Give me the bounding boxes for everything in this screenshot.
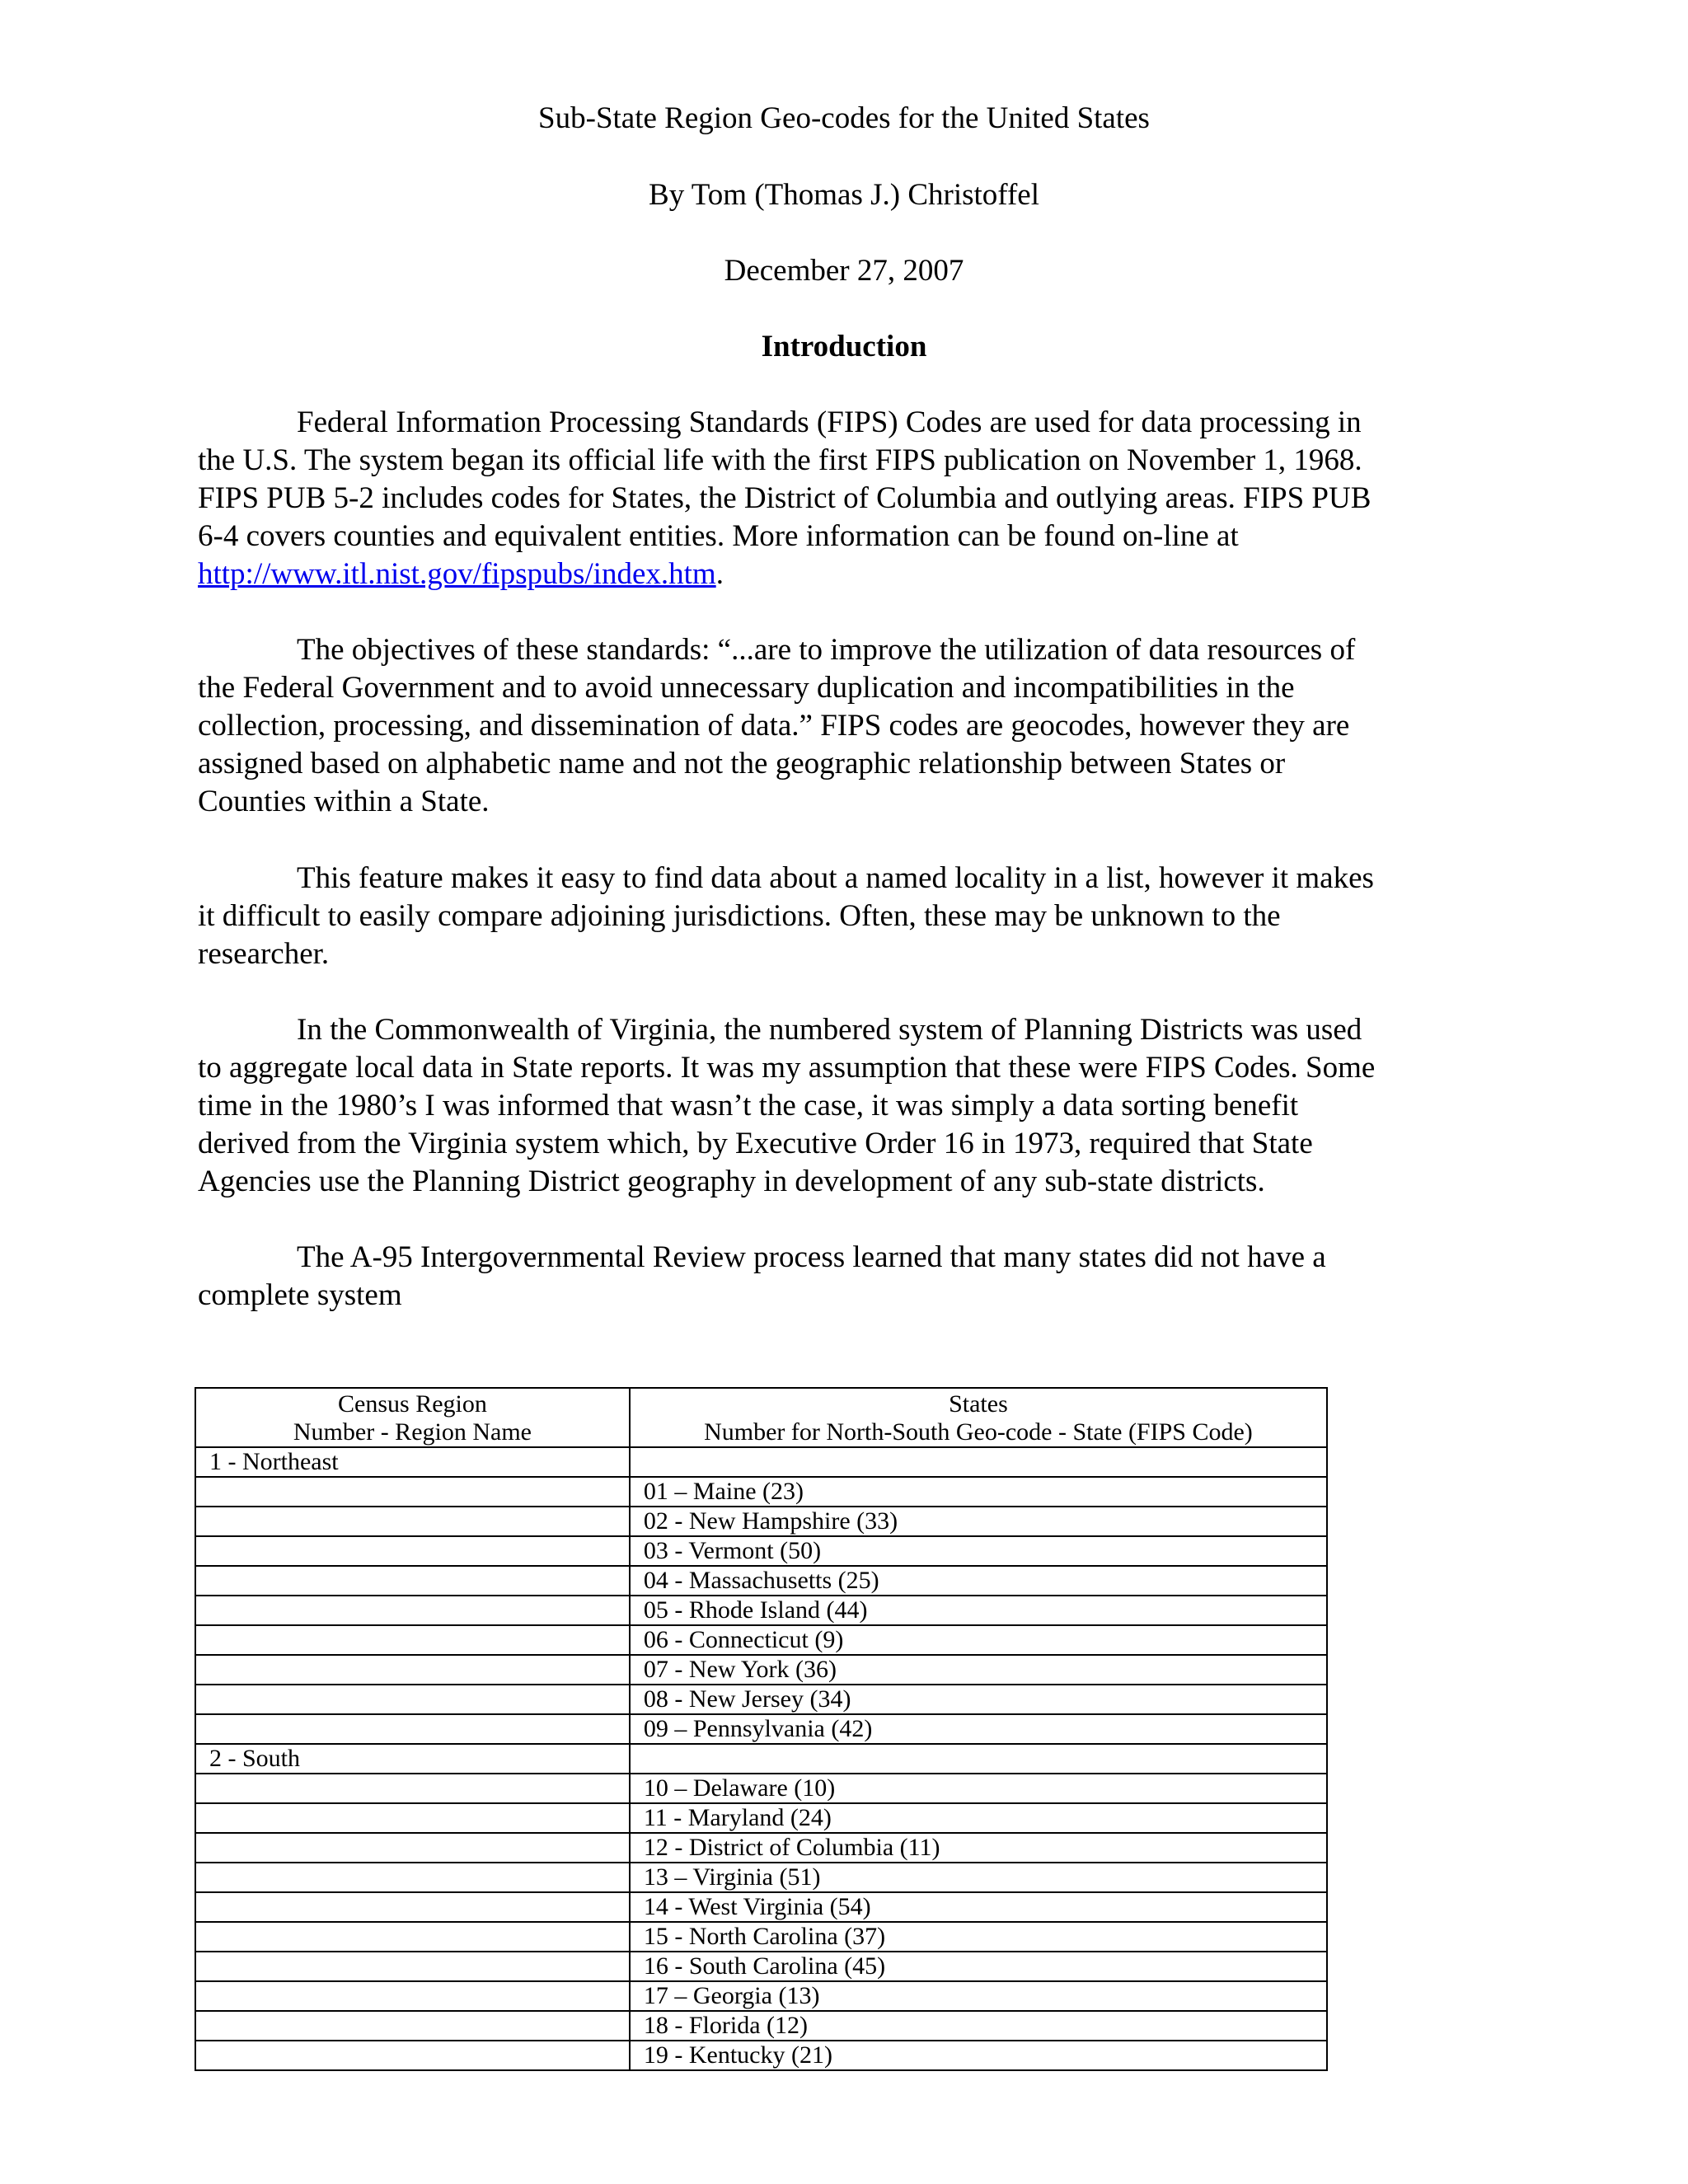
paragraph-line: The A-95 Intergovernmental Review process learned that many states did not have a: [297, 1240, 1326, 1274]
state-cell: 09 – Pennsylvania (42): [630, 1714, 1327, 1744]
paragraph-line: complete system: [198, 1278, 402, 1312]
paragraph-4: [198, 1011, 1484, 1201]
region-cell: [195, 1536, 630, 1566]
document-byline: By Tom (Thomas J.) Christoffel: [649, 178, 1039, 212]
paragraph-5: [198, 1239, 1484, 1315]
paragraph-line: This feature makes it easy to find data about a named locality in a list, however it makes: [297, 861, 1374, 895]
fips-publications-link[interactable]: http://www.itl.nist.gov/fipspubs/index.htm: [198, 557, 716, 591]
paragraph-line: 6-4 covers counties and equivalent entities. More information can be found on-line at: [198, 519, 1239, 553]
link-suffix: .: [715, 557, 724, 591]
document-date: December 27, 2007: [724, 254, 964, 288]
paragraph-continuation: [198, 669, 1484, 821]
table-row: [195, 1655, 1327, 1685]
region-cell: [195, 1477, 630, 1507]
paragraph-line: The objectives of these standards: “...are to improve the utilization of data resources of: [297, 633, 1356, 667]
paragraph-line: Agencies use the Planning District geography in development of any sub-state districts.: [198, 1165, 1265, 1198]
region-cell: [195, 1507, 630, 1536]
region-cell: [195, 1625, 630, 1655]
paragraph-continuation: [198, 442, 1484, 593]
paragraph-text: [198, 404, 1484, 442]
paragraph-continuation: [198, 1277, 1484, 1315]
state-cell: 16 - South Carolina (45): [630, 1952, 1327, 1981]
paragraph-text: [198, 631, 1484, 669]
paragraph-2: [198, 631, 1484, 821]
table-row: [195, 1833, 1327, 1863]
region-cell: [195, 1833, 630, 1863]
section-heading: Introduction: [761, 330, 927, 363]
table-row: [195, 1477, 1327, 1507]
table-row: [195, 1625, 1327, 1655]
region-state-table: [195, 1387, 1328, 2071]
state-cell: 11 - Maryland (24): [630, 1803, 1327, 1833]
table-row: [195, 1714, 1327, 1744]
region-cell: [195, 2041, 630, 2070]
document-title: Sub-State Region Geo-codes for the United States: [538, 101, 1150, 135]
paragraph-line: assigned based on alphabetic name and not the geographic relationship between States or: [198, 747, 1286, 780]
region-header-line2: Number - Region Name: [293, 1418, 532, 1446]
paragraph-line: Counties within a State.: [198, 785, 490, 818]
region-column-header: [195, 1388, 630, 1447]
paragraph-line: In the Commonwealth of Virginia, the numbered system of Planning Districts was used: [297, 1013, 1362, 1047]
region-cell: [195, 1685, 630, 1714]
region-cell: 1 - Northeast: [195, 1447, 630, 1477]
table-row: [195, 1774, 1327, 1803]
paragraph-1: [198, 404, 1484, 593]
paragraph-line: the Federal Government and to avoid unnecessary duplication and incompatibilities in the: [198, 671, 1295, 705]
paragraph-text: [198, 1239, 1484, 1277]
region-cell: [195, 1922, 630, 1952]
table-header-row: [195, 1388, 1327, 1447]
state-cell: 08 - New Jersey (34): [630, 1685, 1327, 1714]
state-cell: 07 - New York (36): [630, 1655, 1327, 1685]
table-row: [195, 1892, 1327, 1922]
state-cell: [630, 1447, 1327, 1477]
state-cell: 15 - North Carolina (37): [630, 1922, 1327, 1952]
table-row: [195, 1507, 1327, 1536]
region-header-line1: Census Region: [338, 1390, 487, 1418]
state-cell: 17 – Georgia (13): [630, 1981, 1327, 2011]
table-row: [195, 1952, 1327, 1981]
paragraph-continuation: [198, 898, 1484, 973]
paragraph-line: it difficult to easily compare adjoining jurisdictions. Often, these may be unknown to the: [198, 899, 1281, 933]
table-row: [195, 1685, 1327, 1714]
region-cell: [195, 1863, 630, 1892]
state-cell: [630, 1744, 1327, 1774]
paragraph-3: [198, 860, 1484, 973]
paragraph-line: researcher.: [198, 937, 330, 971]
table-row: [195, 1566, 1327, 1596]
region-cell: [195, 1774, 630, 1803]
paragraph-line: Federal Information Processing Standards (FIPS) Codes are used for data processing in: [297, 405, 1362, 439]
paragraph-line: time in the 1980’s I was informed that wasn’t the case, it was simply a data sorting benefit: [198, 1089, 1299, 1122]
table-row: [195, 1803, 1327, 1833]
table-row: [195, 2011, 1327, 2041]
link-line: [198, 555, 1484, 593]
paragraph-continuation: [198, 1049, 1484, 1201]
state-cell: 03 - Vermont (50): [630, 1536, 1327, 1566]
table-row: [195, 1596, 1327, 1625]
region-cell: [195, 1655, 630, 1685]
region-cell: [195, 1803, 630, 1833]
table-row: [195, 1922, 1327, 1952]
state-cell: 12 - District of Columbia (11): [630, 1833, 1327, 1863]
table-row: [195, 1863, 1327, 1892]
region-cell: [195, 2011, 630, 2041]
paragraph-line: collection, processing, and dissemination of data.” FIPS codes are geocodes, however they are: [198, 709, 1350, 743]
paragraph-text: [198, 1011, 1484, 1049]
state-cell: 01 – Maine (23): [630, 1477, 1327, 1507]
region-cell: [195, 1952, 630, 1981]
state-column-header: [630, 1388, 1327, 1447]
region-cell: [195, 1566, 630, 1596]
state-cell: 19 - Kentucky (21): [630, 2041, 1327, 2070]
table-row: [195, 1981, 1327, 2011]
region-cell: [195, 1892, 630, 1922]
table-body: [195, 1447, 1327, 2070]
region-cell: 2 - South: [195, 1744, 630, 1774]
paragraph-line: FIPS PUB 5-2 includes codes for States, the District of Columbia and outlying areas. FIPS PUB: [198, 481, 1372, 515]
table-row: [195, 2041, 1327, 2070]
paragraph-line: derived from the Virginia system which, by Executive Order 16 in 1973, required that State: [198, 1127, 1313, 1160]
paragraph-line: to aggregate local data in State reports. It was my assumption that these were FIPS Codes. Some: [198, 1051, 1376, 1085]
state-cell: 02 - New Hampshire (33): [630, 1507, 1327, 1536]
state-cell: 05 - Rhode Island (44): [630, 1596, 1327, 1625]
paragraph-line: the U.S. The system began its official life with the first FIPS publication on November 1, 1968.: [198, 443, 1362, 477]
region-cell: [195, 1714, 630, 1744]
state-cell: 14 - West Virginia (54): [630, 1892, 1327, 1922]
paragraph-text: [198, 860, 1484, 898]
state-cell: 06 - Connecticut (9): [630, 1625, 1327, 1655]
state-cell: 10 – Delaware (10): [630, 1774, 1327, 1803]
region-cell: [195, 1596, 630, 1625]
table-row: [195, 1744, 1327, 1774]
region-cell: [195, 1981, 630, 2011]
state-cell: 18 - Florida (12): [630, 2011, 1327, 2041]
state-header-line1: States: [949, 1390, 1008, 1418]
table-row: [195, 1536, 1327, 1566]
state-cell: 04 - Massachusetts (25): [630, 1566, 1327, 1596]
table-row: [195, 1447, 1327, 1477]
state-header-line2: Number for North-South Geo-code - State (FIPS Code): [704, 1418, 1253, 1446]
state-cell: 13 – Virginia (51): [630, 1863, 1327, 1892]
